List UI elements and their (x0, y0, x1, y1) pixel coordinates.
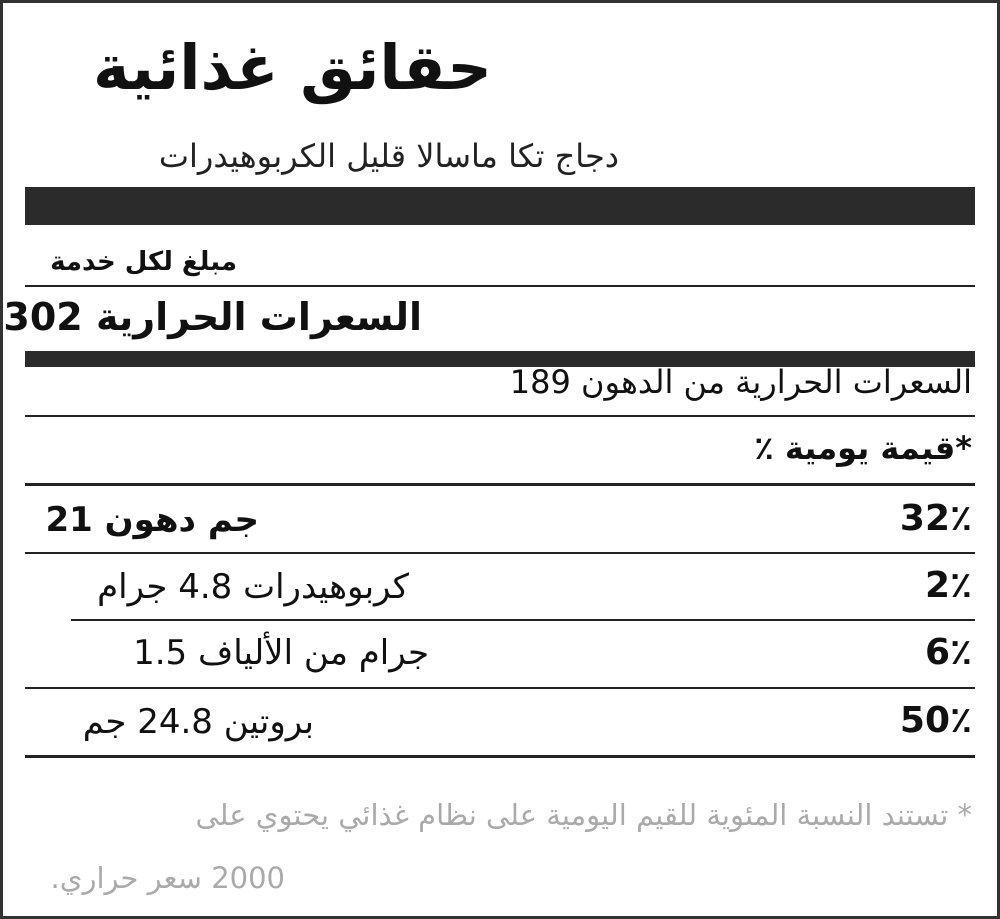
divider (25, 285, 975, 287)
divider (25, 552, 975, 554)
serving-label: مبلغ لكل خدمة (50, 247, 237, 277)
thick-divider-top (25, 187, 975, 225)
divider (25, 755, 975, 758)
nutrient-carbs-dv: 2٪ (924, 565, 972, 606)
footnote-line-2: 2000 سعر حراري. (50, 861, 285, 895)
product-name: دجاج تكا ماسالا قليل الكربوهيدرات (158, 137, 619, 175)
nutrient-fiber-dv: 6٪ (924, 632, 972, 673)
divider (71, 619, 975, 621)
nutrient-protein-dv: 50٪ (899, 700, 972, 741)
nutrient-carbs-label: كربوهيدرات 4.8 جرام (97, 567, 409, 607)
calories-label: السعرات الحرارية 302 (3, 295, 422, 339)
nutrient-fiber-label: جرام من الألياف 1.5 (133, 633, 429, 673)
footnote-line-1: * تستند النسبة المئوية للقيم اليومية على نظام غذائي يحتوي على (195, 798, 972, 832)
divider (25, 687, 975, 689)
daily-value-header: *قيمة يومية ٪ (754, 429, 972, 467)
nutrient-protein-label: بروتين 24.8 جم (82, 702, 314, 742)
divider (25, 415, 975, 417)
nutrient-fat-label: جم دهون 21 (45, 500, 259, 540)
nutrient-fat-dv: 32٪ (899, 498, 972, 539)
calories-from-fat: السعرات الحرارية من الدهون 189 (509, 363, 972, 401)
divider (25, 483, 975, 486)
label-title: حقائق غذائية (93, 31, 492, 104)
